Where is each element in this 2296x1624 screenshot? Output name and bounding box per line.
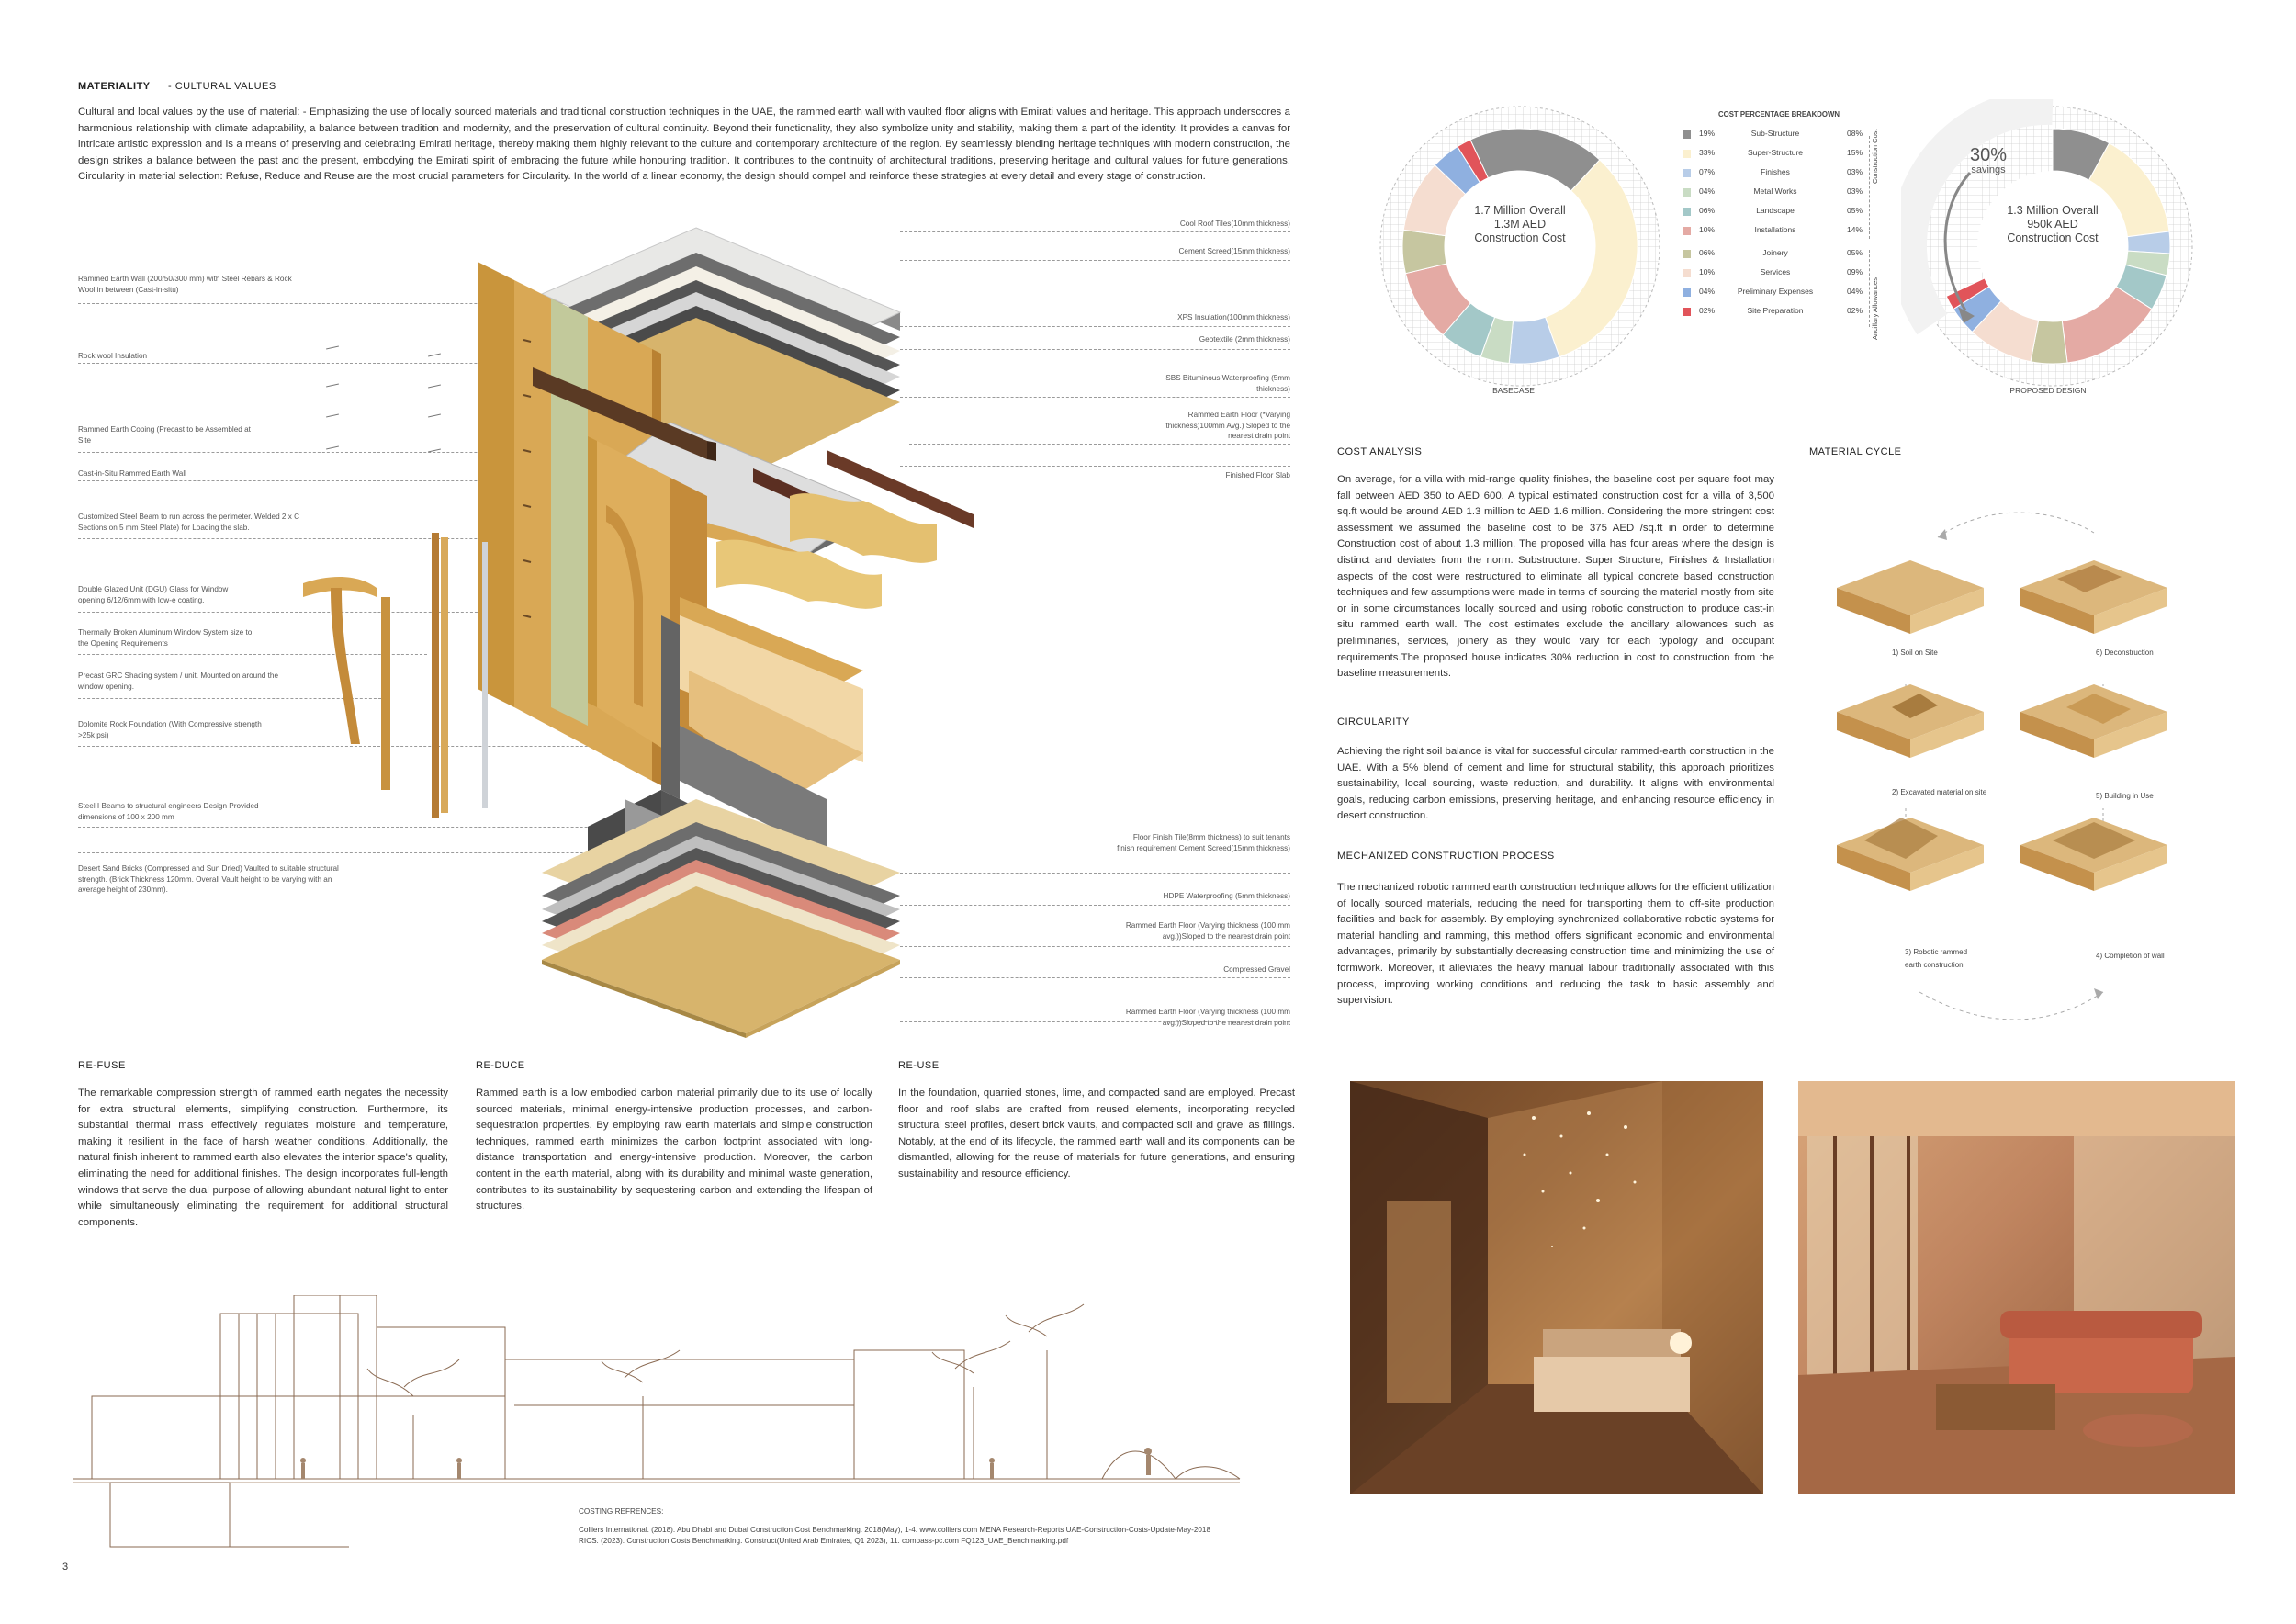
legend-basecase-value: 10%	[1699, 225, 1716, 234]
legend-swatch	[1683, 250, 1691, 258]
legend-category-label: Site Preparation	[1747, 306, 1804, 315]
legend-basecase-value: 02%	[1699, 306, 1716, 315]
legend-swatch	[1683, 188, 1691, 197]
cost-legend: COST PERCENTAGE BREAKDOWN 19% Sub-Structure 08% 33% Super-Structure 15% 07% Finishes 03% 04% Metal Works 03% 06% Landscape 05% 10% Installations 14% 06% Joinery 05% 10% Services 09% 04% Preliminary Expenses 04% 02% Site Preparation 02% Construction Cost Ancillary Allowances	[1683, 110, 1903, 330]
legend-proposed-value: 04%	[1846, 287, 1863, 296]
annotation-steel-beam: Customized Steel Beam to run across the perimeter. Welded 2 x C Sections on 5 mm Steel Plate) for Loading the slab.	[78, 513, 300, 532]
legend-proposed-value: 08%	[1846, 129, 1863, 138]
legend-category-label: Services	[1760, 267, 1791, 276]
legend-basecase-value: 10%	[1699, 267, 1716, 276]
annotation-dgu: Double Glazed Unit (DGU) Glass for Window opening 6/12/6mm with low-e coating.	[78, 585, 229, 604]
legend-swatch	[1683, 308, 1691, 316]
circularity-body: Achieving the right soil balance is vital for successful circular rammed-earth construction in the UAE. With a 5% blend of cement and lime for structural stability, this approach prioritizes sustainability, local sourcing, waste reduction, and durability. It aligns with environmental goals, reducing carbon emissions, preserving heritage, and enhancing resource efficiency in desert construction.	[1337, 746, 1774, 822]
material-cycle-heading: MATERIAL CYCLE	[1809, 446, 1902, 457]
legend-swatch	[1683, 150, 1691, 158]
cycle-step-6: 6) Deconstruction	[2096, 648, 2154, 657]
annotation-rammed-floor: Rammed Earth Floor (*Varying thickness)100mm Avg.) Sloped to the nearest drain point	[1165, 411, 1290, 440]
annotation-dolomite: Dolomite Rock Foundation (With Compressive strength >25k psi)	[78, 720, 262, 739]
legend-row	[1683, 205, 1875, 220]
mechanized-heading: MECHANIZED CONSTRUCTION PROCESS	[1337, 851, 1555, 862]
legend-category-label: Metal Works	[1753, 186, 1797, 196]
legend-row	[1683, 305, 1875, 320]
legend-category-label: Landscape	[1756, 206, 1795, 215]
legend-category-label: Sub-Structure	[1750, 129, 1800, 138]
annotation-gravel: Compressed Gravel	[1223, 965, 1290, 974]
proposed-center-label: 1.3 Million Overall 950k AED Construction Cost	[2007, 204, 2099, 244]
legend-basecase-value: 19%	[1699, 129, 1716, 138]
circularity-heading: CIRCULARITY	[1337, 716, 1410, 727]
annotation-steel-i-beams: Steel I Beams to structural engineers Design Provided dimensions of 100 x 200 mm	[78, 802, 259, 821]
legend-category-label: Preliminary Expenses	[1737, 287, 1814, 296]
reduce-body: Rammed earth is a low embodied carbon material primarily due to its use of locally sourced materials, minimal energy-intensive production processes, and carbon-sequestration properties. By employing raw earth materials and simple construction techniques, rammed earth minimizes the carbon footprint associated with long-distance transportation and energy-intensive production. Moreover, the carbon content in the earth material, along with its durability and minimal waste generation, contributes to its sustainability by sequestering carbon and extending the lifespan of structures.	[476, 1088, 872, 1212]
material-cycle-diagram	[1818, 496, 2186, 1020]
cycle-step-2: 2) Excavated material on site	[1892, 788, 1987, 796]
cost-analysis-heading: COST ANALYSIS	[1337, 446, 1423, 457]
annotation-cement-screed: Cement Screed(15mm thickness)	[1178, 247, 1290, 255]
proposed-donut-chart	[1901, 99, 2204, 402]
legend-swatch	[1683, 227, 1691, 235]
legend-proposed-value: 03%	[1846, 167, 1863, 176]
legend-basecase-value: 04%	[1699, 186, 1716, 196]
cycle-step-3: 3) Robotic rammed earth construction	[1905, 948, 1968, 969]
cycle-step-1: 1) Soil on Site	[1892, 648, 1938, 657]
annotation-roof-tiles: Cool Roof Tiles(10mm thickness)	[1179, 220, 1290, 228]
legend-proposed-value: 14%	[1846, 225, 1863, 234]
legend-category-label: Finishes	[1761, 167, 1790, 176]
legend-swatch	[1683, 269, 1691, 277]
window-components	[303, 533, 488, 818]
annotation-finished-slab: Finished Floor Slab	[1225, 471, 1290, 479]
legend-swatch	[1683, 208, 1691, 216]
legend-proposed-value: 02%	[1846, 306, 1863, 315]
legend-swatch	[1683, 288, 1691, 297]
mechanized-body: The mechanized robotic rammed earth construction technique allows for the efficient utilization of locally sourced materials, reducing the need for transporting them to off-site production facilities and back for assembly. By employing synchronized collaborative robotic systems for material handling and ramming, this method offers significant economic and environmental advantages, primarily by substantially decreasing construction time and minimizing the use of formwork. Moreover, it alleviates the heavy manual labour traditionally associated with this process, improving working conditions and reducing the task to basic assembly and supervision.	[1337, 882, 1774, 1007]
savings-badge: 30% savings	[1969, 145, 2008, 175]
annotation-coping: Rammed Earth Coping (Precast to be Assembled at Site	[78, 425, 251, 445]
annotation-rockwool: Rock wool Insulation	[78, 352, 148, 360]
materiality-heading: MATERIALITY - CULTURAL VALUES	[78, 81, 276, 92]
legend-category-label: Super-Structure	[1748, 148, 1803, 157]
page-number: 3	[62, 1562, 69, 1573]
legend-basecase-value: 07%	[1699, 167, 1716, 176]
annotation-hdpe: HDPE Waterproofing (5mm thickness)	[1163, 892, 1290, 900]
legend-proposed-value: 03%	[1846, 186, 1863, 196]
bedroom-render-image	[1350, 1081, 1763, 1494]
cycle-step-5: 5) Building in Use	[2096, 792, 2154, 800]
annotation-rammed-floor-3: Rammed Earth Floor (Varying thickness (100 mm avg.))Sloped to the nearest drain point	[1125, 1008, 1290, 1027]
living-room-render-image	[1798, 1081, 2235, 1494]
annotation-sand-bricks: Desert Sand Bricks (Compressed and Sun Dried) Vaulted to suitable structural strength. (Brick Thickness 120mm. Overall Vault height to be varying with an average height of 230mm).	[78, 864, 339, 894]
reduce-heading: RE-DUCE	[476, 1060, 525, 1071]
basecase-center-label: 1.7 Million Overall 1.3M AED Construction Cost	[1474, 204, 1566, 244]
materiality-body: Cultural and local values by the use of material: - Emphasizing the use of locally sourced materials and traditional construction techniques in the UAE, the rammed earth wall with vaulted floor aligns with Emirati values and heritage. This approach underscores a harmonious relationship with climate adaptability, a balance between tradition and modernity, and the preservation of cultural continuity. Beyond their functionality, they also symbolize unity and stability, making them a part of the identity. It provides a canvas for intricate artistic expression and is a means of preserving and celebrating Emirati heritage, thereby making them highly relevant to the culture and contemporary architecture of the region. By seamlessly blending heritage techniques with modern construction, the design strikes a balance between the past and the present, embodying the Emirati spirit of embracing the future while honouring tradition. It contributes to the continuity of architectural traditions, preserving heritage and cultural values for future generations. Circularity in material selection: Refuse, Reduce and Reuse are the most crucial parameters for Circularity. In the world of a linear economy, the design should compel and reinforce these strategies at every detail and every stage of construction.	[78, 107, 1290, 183]
annotation-geotextile: Geotextile (2mm thickness)	[1199, 335, 1290, 344]
reuse-body: In the foundation, quarried stones, lime, and compacted sand are employed. Precast floor and roof slabs are crafted from reused elements, incorporating recycled structural steel profiles, desert brick vaults, and compacted soil and gravel as fillings. Notably, at the end of its lifecycle, the rammed earth wall and its components can be dismantled, allowing for the reuse of materials for future generations, and ensuring sustainability and resource efficiency.	[898, 1088, 1295, 1179]
refuse-heading: RE-FUSE	[78, 1060, 126, 1071]
legend-basecase-value: 04%	[1699, 287, 1716, 296]
legend-proposed-value: 05%	[1846, 248, 1863, 257]
legend-proposed-value: 09%	[1846, 267, 1863, 276]
costing-references: COSTING REFRENCES: Colliers International. (2018). Abu Dhabi and Dubai Construction Cost Benchmarking. 2018(May), 1-4. www.colliers.com MENA Research-Reports UAE-Construction-Costs-Update-May-2018 RICS. (2023). Construction Costs Benchmarking. Construct(United Arab Emirates, Q1 2023), 11. compass-pc.com FQ123_UAE_Benchmarking.pdf	[579, 1507, 1211, 1545]
annotation-floor-tile: Floor Finish Tile(8mm thickness) to suit tenants finish requirement Cement Screed(15mm thickness)	[1117, 833, 1290, 852]
legend-row	[1683, 224, 1875, 239]
annotation-cast-wall: Cast-in-Situ Rammed Earth Wall	[78, 469, 186, 478]
legend-row	[1683, 166, 1875, 181]
legend-row	[1683, 247, 1875, 262]
legend-row	[1683, 186, 1875, 200]
annotation-window-system: Thermally Broken Aluminum Window System size to the Opening Requirements	[78, 628, 253, 648]
legend-row	[1683, 147, 1875, 162]
exploded-axonometric-drawing	[276, 211, 974, 1038]
legend-category-label: Installations	[1754, 225, 1796, 234]
legend-basecase-value: 06%	[1699, 248, 1716, 257]
legend-row	[1683, 286, 1875, 300]
legend-swatch	[1683, 130, 1691, 139]
annotation-rammed-wall: Rammed Earth Wall (200/50/300 mm) with Steel Rebars & Rock Wool in between (Cast-in-situ)	[78, 275, 292, 294]
legend-swatch	[1683, 169, 1691, 177]
legend-row	[1683, 128, 1875, 142]
cost-analysis-body: On average, for a villa with mid-range quality finishes, the baseline cost per square foot may fall between AED 350 to AED 600. A typical estimated construction cost for a villa of 3,500 sq.ft would be around AED 1.3 million to AED 1.6 million. Considering the more stringent cost assessment we assumed the baseline cost to be 375 AED /sq.ft in order to determine Construction cost of about 1.3 million. The proposed villa has four areas where the design is distinct and deviates from the norm. Substructure. Super Structure, Finishes & Installation aspects of the cost were restructured to eliminate all typical concrete based construction techniques and few assumptions were made in terms of sourcing the material mostly from site or in some circumstances locally sourced and using robotic construction to produce cast-in situ rammed earth wall. The cost estimates exclude the ancillary allowances such as preliminaries, services, joinery as they would vary for each typology and occupant requirements.The proposed house indicates 30% reduction in cost to construction from the baseline measurements.	[1337, 474, 1774, 680]
cycle-step-4: 4) Completion of wall	[2096, 952, 2165, 960]
reuse-heading: RE-USE	[898, 1060, 940, 1071]
annotation-xps: XPS Insulation(100mm thickness)	[1177, 313, 1290, 321]
legend-proposed-value: 15%	[1846, 148, 1863, 157]
legend-category-label: Joinery	[1762, 248, 1788, 257]
basecase-label: BASECASE	[1492, 386, 1535, 395]
legend-basecase-value: 33%	[1699, 148, 1716, 157]
proposed-label: PROPOSED DESIGN	[2009, 386, 2087, 395]
legend-proposed-value: 05%	[1846, 206, 1863, 215]
annotation-rammed-floor-2: Rammed Earth Floor (Varying thickness (100 mm avg.))Sloped to the nearest drain point	[1125, 921, 1290, 941]
refuse-body: The remarkable compression strength of rammed earth negates the necessity for extra structural elements, simplifying construction. Furthermore, its substantial thermal mass effectively regulates moisture and temperature, making it resilient in the face of harsh weather conditions. Additionally, the natural finish inherent to rammed earth also elevates the interior space's quality, eliminating the need for additional finishes. The design incorporates full-length windows that serve the dual purpose of allowing abundant natural light to enter while simultaneously eliminating the requirement for additional structural components.	[78, 1088, 448, 1228]
annotation-sbs: SBS Bituminous Waterproofing (5mm thickness)	[1165, 374, 1290, 393]
legend-row	[1683, 266, 1875, 281]
legend-basecase-value: 06%	[1699, 206, 1716, 215]
annotation-grc: Precast GRC Shading system / unit. Mounted on around the window opening.	[78, 671, 278, 691]
